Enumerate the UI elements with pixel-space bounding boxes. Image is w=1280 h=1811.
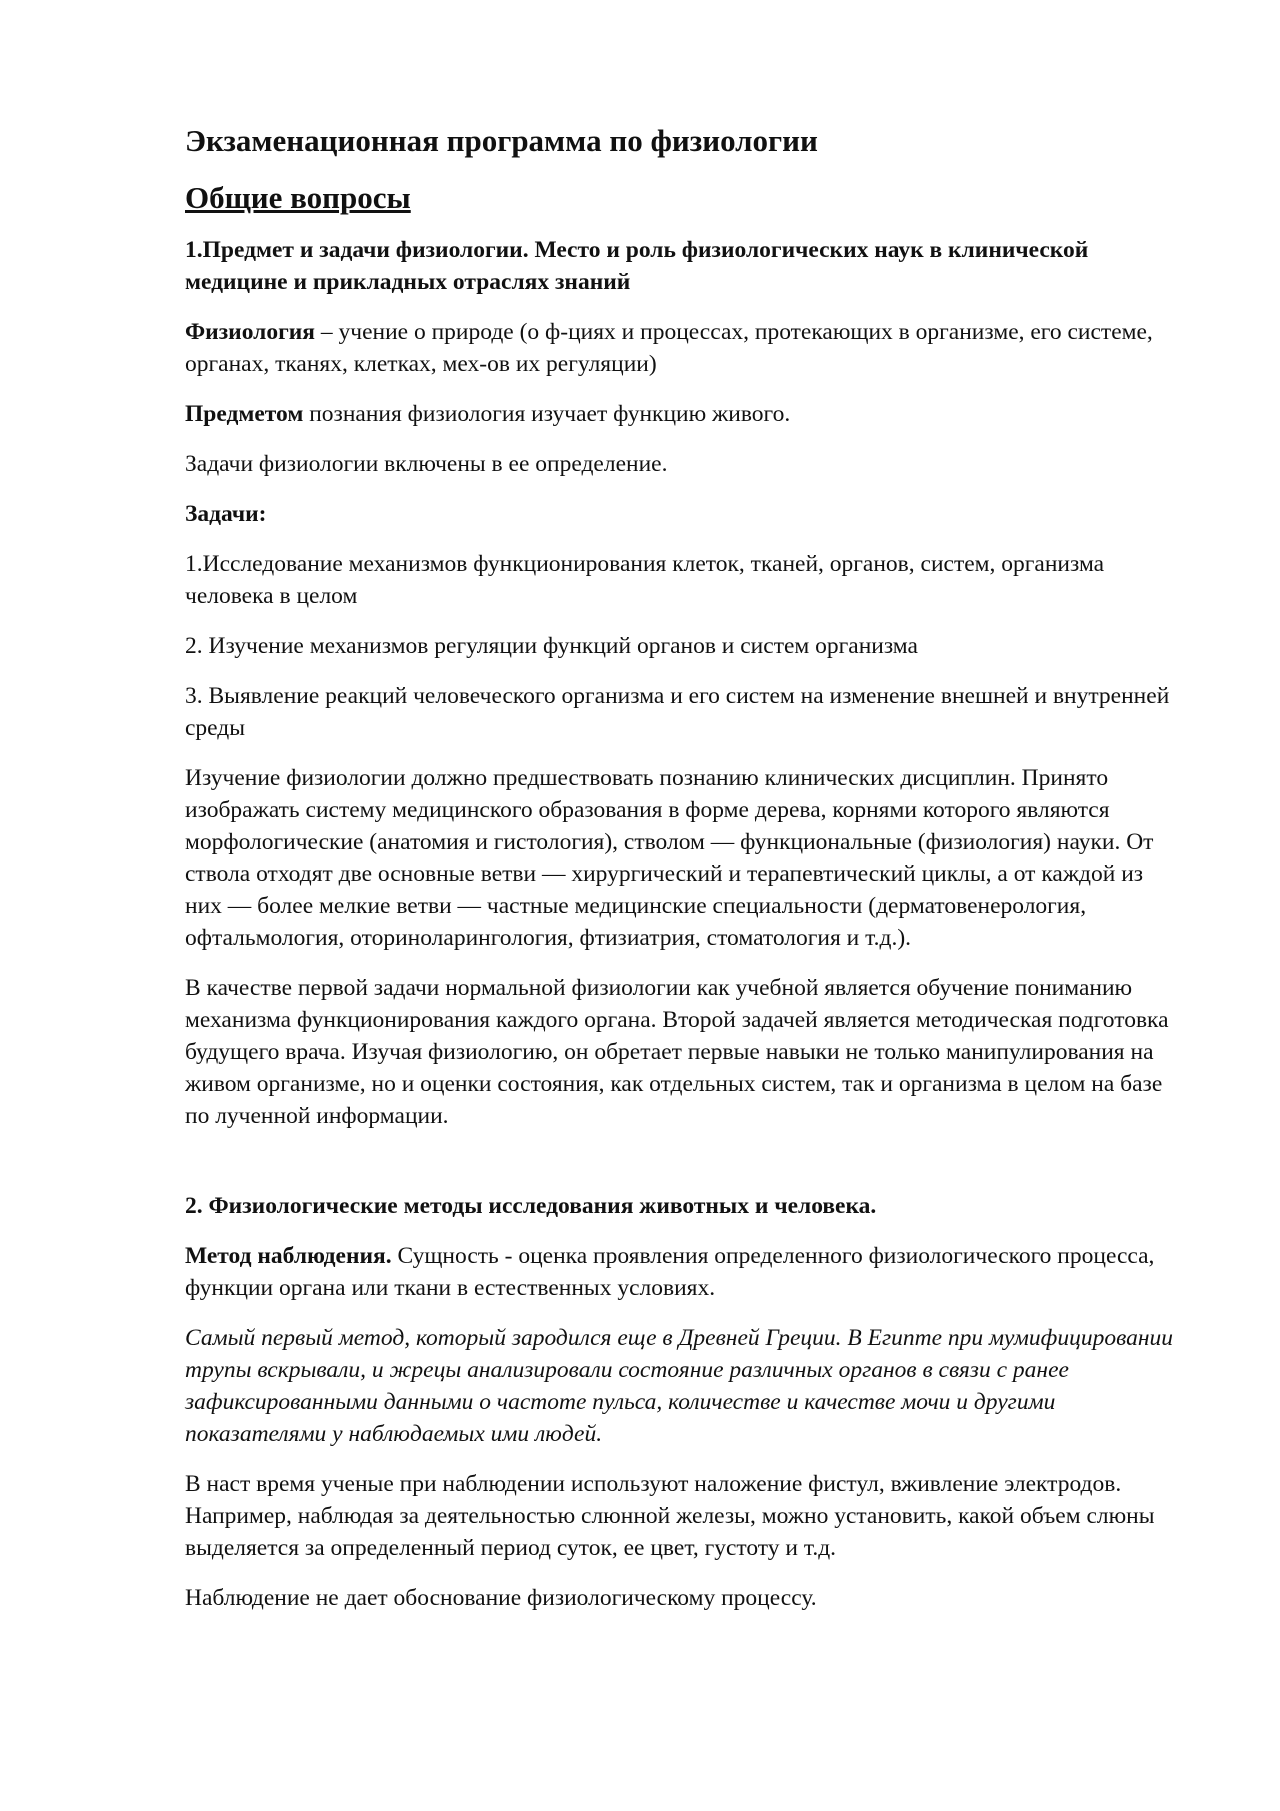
subject-text: познания физиология изучает функцию живого.	[303, 401, 791, 428]
document-title: Экзаменационная программа по физиологии	[185, 123, 818, 158]
task-item-1: 1.Исследование механизмов функционирования клеток, тканей, органов, систем, организма человека в целом	[185, 551, 1105, 610]
subject-term: Предметом	[185, 401, 304, 428]
task-item-3: 3. Выявление реакций человеческого организма и его систем на изменение внешней и внутренней среды	[185, 683, 1170, 742]
tasks-intro: Задачи физиологии включены в ее определение.	[185, 451, 668, 478]
definition-text: – учение о природе (о ф-циях и процессах, протекающих в организме, его системе, органах, тканях, клетках, мех-ов их регуляции)	[185, 319, 1153, 378]
section-title: Общие вопросы	[185, 180, 411, 216]
tasks-label: Задачи:	[185, 501, 267, 528]
task-item-2: 2. Изучение механизмов регуляции функций органов и систем организма	[185, 633, 918, 660]
paragraph-education-tree: Изучение физиологии должно предшествовать познанию клинических дисциплин. Принято изображать систему медицинского образования в форме дерева, корнями которого являются морфологические (анатомия и гистология), стволом — функциональные (физиология) науки. От ствола отходят две основные ветви — хирургический и терапевтический циклы, а от каждой из них — более мелкие ветви — частные медицинские специальности (дерматовенерология, офтальмология, оториноларингология, фтизиатрия, стоматология и т.д.).	[185, 765, 1154, 952]
subject-paragraph	[185, 398, 1180, 430]
question-2-heading: 2. Физиологические методы исследования животных и человека.	[185, 1193, 877, 1220]
question-1-heading: 1.Предмет и задачи физиологии. Место и роль физиологических наук в клинической медицине и прикладных отраслях знаний	[185, 237, 1089, 296]
conclusion-paragraph: Наблюдение не дает обоснование физиологическому процессу.	[185, 1585, 817, 1612]
definition-term: Физиология	[185, 319, 316, 346]
method-term: Метод наблюдения.	[185, 1243, 392, 1270]
history-paragraph: Самый первый метод, который зародился еще в Древней Греции. В Египте при мумифицировании трупы вскрывали, и жрецы анализировали состояние различных органов в связи с ранее зафиксированными данными о частоте пульса, количестве и качестве мочи и другими показателями у наблюдаемых ими людей.	[185, 1325, 1174, 1448]
definition-paragraph	[185, 316, 1180, 380]
method-paragraph	[185, 1240, 1180, 1304]
section-spacer	[185, 1150, 1180, 1190]
modern-methods-paragraph: В наст время ученые при наблюдении используют наложение фистул, вживление электродов. Например, наблюдая за деятельностью слюнной железы, можно установить, какой объем слюны выделяется за определенный период суток, ее цвет, густоту и т.д.	[185, 1471, 1155, 1562]
paragraph-physiology-goals: В качестве первой задачи нормальной физиологии как учебной является обучение пониманию механизма функционирования каждого органа. Второй задачей является методическая подготовка будущего врача. Изучая физиологию, он обретает первые навыки не только манипулирования на живом организме, но и оценки состояния, как отдельных систем, так и организма в целом на базе по лученной информации.	[185, 975, 1169, 1130]
method-text: Сущность - оценка проявления определенного физиологического процесса, функции органа или ткани в естественных условиях.	[185, 1243, 1155, 1302]
